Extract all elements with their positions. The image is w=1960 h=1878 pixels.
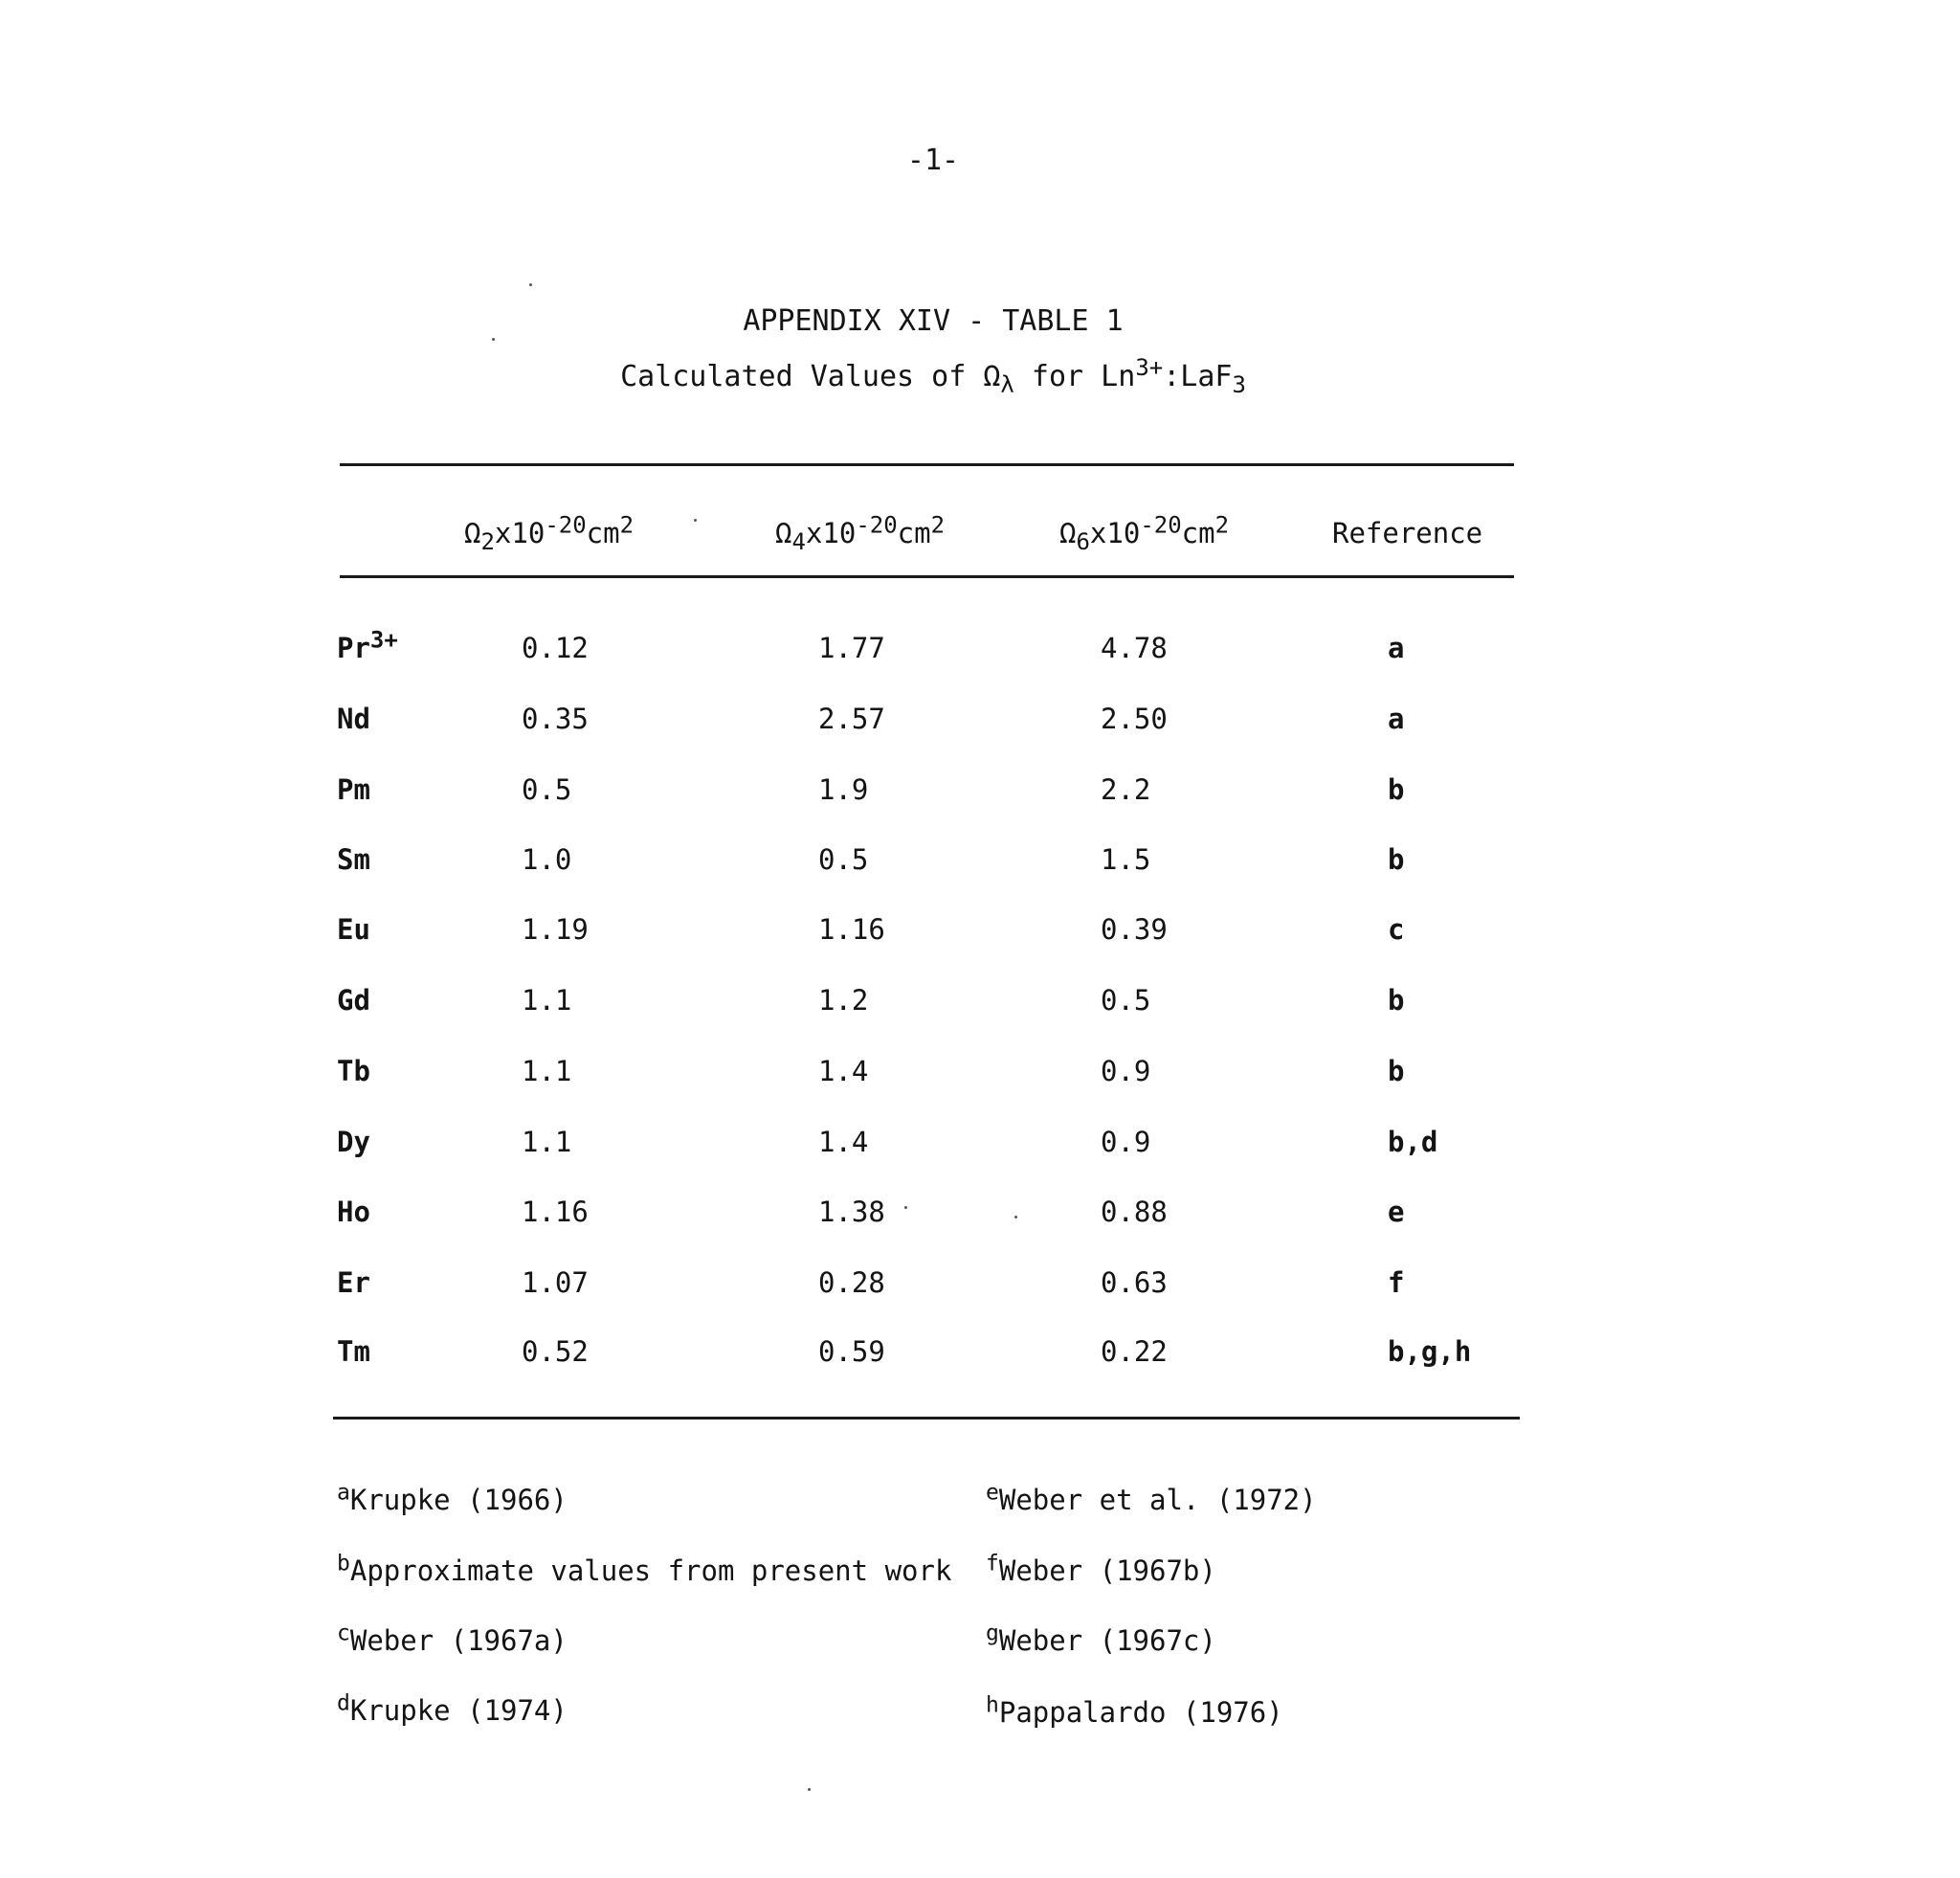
scan-speck bbox=[492, 338, 495, 341]
header-reference: Reference bbox=[1332, 517, 1483, 549]
omega2-cell: 1.1 bbox=[522, 1055, 572, 1087]
caption-prefix: Calculated Values of bbox=[620, 360, 984, 393]
table-row bbox=[0, 1055, 1960, 1093]
footnote-text: Weber (1967b) bbox=[998, 1554, 1216, 1587]
page-number: -1- bbox=[906, 144, 960, 177]
ion-cell: Tm bbox=[337, 1335, 370, 1368]
appendix-title: APPENDIX XIV - TABLE 1 bbox=[743, 304, 1124, 338]
scan-speck bbox=[694, 519, 697, 522]
footnote-item bbox=[337, 1690, 568, 1727]
omega4-cell: 1.9 bbox=[818, 773, 869, 806]
header-mid: x10 bbox=[1089, 517, 1141, 549]
ion-cell: Eu bbox=[337, 913, 370, 946]
header-exp: -20 bbox=[1140, 511, 1182, 539]
footnote-item bbox=[986, 1480, 1317, 1516]
ion-cell: Sm bbox=[337, 843, 370, 876]
header-mid: x10 bbox=[805, 517, 857, 549]
footnote-item bbox=[337, 1621, 568, 1657]
header-omega-index: 6 bbox=[1076, 527, 1090, 555]
omega2-cell: 1.1 bbox=[522, 1126, 572, 1158]
omega2-cell: 0.52 bbox=[522, 1335, 589, 1368]
ion-charge: 3+ bbox=[369, 626, 398, 654]
ion-cell: Dy bbox=[337, 1126, 370, 1158]
ion-cell: Tb bbox=[337, 1055, 370, 1087]
omega4-cell: 1.4 bbox=[818, 1055, 869, 1087]
reference-cell: b,g,h bbox=[1388, 1335, 1472, 1368]
header-unit: cm bbox=[1181, 517, 1215, 549]
header-omega-symbol: Ω bbox=[1059, 517, 1077, 549]
table-row bbox=[0, 913, 1960, 951]
omega4-cell: 1.16 bbox=[818, 913, 885, 946]
omega6-cell: 0.88 bbox=[1101, 1196, 1168, 1228]
ion-cell: Ho bbox=[337, 1196, 370, 1228]
omega6-cell: 0.5 bbox=[1101, 984, 1151, 1017]
omega2-cell: 1.19 bbox=[522, 913, 589, 946]
reference-cell: c bbox=[1388, 913, 1405, 946]
header-omega-index: 4 bbox=[791, 527, 806, 555]
omega4-cell: 1.2 bbox=[818, 984, 869, 1017]
footnote-text: Weber et al. (1972) bbox=[998, 1484, 1317, 1516]
omega2-cell: 1.07 bbox=[522, 1266, 589, 1299]
omega4-cell: 1.4 bbox=[818, 1126, 869, 1158]
table-caption bbox=[0, 354, 1866, 398]
footnote-text: Approximate values from present work bbox=[349, 1554, 952, 1587]
table-bottom-rule bbox=[333, 1417, 1520, 1420]
omega6-cell: 0.22 bbox=[1101, 1335, 1168, 1368]
table-row bbox=[0, 703, 1960, 741]
header-omega2 bbox=[464, 511, 635, 555]
table-row bbox=[0, 843, 1960, 882]
footnote-mark: g bbox=[986, 1621, 999, 1646]
footnote-text: Krupke (1966) bbox=[349, 1484, 568, 1516]
header-unit-exp: 2 bbox=[1214, 511, 1230, 539]
header-omega-symbol: Ω bbox=[775, 517, 792, 549]
caption-omega: Ω bbox=[983, 360, 1001, 393]
scan-speck bbox=[529, 283, 532, 286]
reference-cell: b,d bbox=[1388, 1126, 1438, 1158]
reference-cell: b bbox=[1388, 773, 1405, 806]
caption-charge: 3+ bbox=[1135, 354, 1164, 381]
ion-cell: Gd bbox=[337, 984, 370, 1017]
reference-cell: b bbox=[1388, 984, 1405, 1017]
omega4-cell: 0.59 bbox=[818, 1335, 885, 1368]
ion-cell: Nd bbox=[337, 703, 370, 735]
header-omega4 bbox=[775, 511, 946, 555]
reference-cell: e bbox=[1388, 1196, 1405, 1228]
header-mid: x10 bbox=[494, 517, 546, 549]
scan-speck bbox=[808, 1788, 811, 1791]
footnote-mark: c bbox=[337, 1621, 350, 1646]
ion-cell bbox=[337, 626, 398, 664]
header-unit: cm bbox=[586, 517, 620, 549]
omega4-cell: 0.5 bbox=[818, 843, 869, 876]
omega2-cell: 0.12 bbox=[522, 632, 589, 664]
omega6-cell: 2.50 bbox=[1101, 703, 1168, 735]
footnote-mark: h bbox=[986, 1692, 999, 1718]
footnote-text: Weber (1967c) bbox=[998, 1624, 1216, 1657]
table-row bbox=[0, 773, 1960, 812]
footnote-item bbox=[337, 1480, 568, 1516]
scan-speck bbox=[1014, 1216, 1017, 1218]
header-omega6 bbox=[1059, 511, 1230, 555]
footnote-mark: b bbox=[337, 1551, 350, 1576]
reference-cell: b bbox=[1388, 1055, 1405, 1087]
header-unit: cm bbox=[897, 517, 931, 549]
footnote-mark: f bbox=[986, 1551, 999, 1576]
omega4-cell: 1.77 bbox=[818, 632, 885, 664]
omega2-cell: 1.1 bbox=[522, 984, 572, 1017]
header-unit-exp: 2 bbox=[930, 511, 946, 539]
ion-cell: Er bbox=[337, 1266, 370, 1299]
table-row bbox=[0, 1196, 1960, 1234]
omega2-cell: 1.16 bbox=[522, 1196, 589, 1228]
header-omega-symbol: Ω bbox=[464, 517, 481, 549]
footnote-item bbox=[337, 1551, 952, 1587]
omega2-cell: 0.5 bbox=[522, 773, 572, 806]
header-exp: -20 bbox=[856, 511, 898, 539]
omega4-cell: 1.38 bbox=[818, 1196, 885, 1228]
ion-symbol: Pr bbox=[337, 632, 370, 664]
footnote-mark: e bbox=[986, 1480, 999, 1506]
header-omega-index: 2 bbox=[480, 527, 495, 555]
header-exp: -20 bbox=[545, 511, 587, 539]
omega2-cell: 0.35 bbox=[522, 703, 589, 735]
omega6-cell: 0.9 bbox=[1101, 1055, 1151, 1087]
omega6-cell: 0.63 bbox=[1101, 1266, 1168, 1299]
reference-cell: b bbox=[1388, 843, 1405, 876]
footnote-text: Pappalardo (1976) bbox=[998, 1696, 1283, 1729]
scan-speck bbox=[904, 1206, 907, 1209]
omega4-cell: 0.28 bbox=[818, 1266, 885, 1299]
reference-cell: a bbox=[1388, 703, 1405, 735]
omega4-cell: 2.57 bbox=[818, 703, 885, 735]
caption-host-sub: 3 bbox=[1232, 371, 1246, 398]
footnote-text: Weber (1967a) bbox=[349, 1624, 568, 1657]
table-row bbox=[0, 626, 1960, 670]
omega6-cell: 0.9 bbox=[1101, 1126, 1151, 1158]
table-top-rule bbox=[340, 463, 1514, 466]
ion-cell: Pm bbox=[337, 773, 370, 806]
omega2-cell: 1.0 bbox=[522, 843, 572, 876]
reference-cell: a bbox=[1388, 632, 1405, 664]
footnote-mark: d bbox=[337, 1690, 350, 1716]
omega6-cell: 4.78 bbox=[1101, 632, 1168, 664]
header-unit-exp: 2 bbox=[619, 511, 635, 539]
caption-middle: for Ln bbox=[1013, 360, 1136, 393]
footnote-mark: a bbox=[337, 1480, 350, 1506]
caption-lambda: λ bbox=[1000, 371, 1014, 398]
footnote-item bbox=[986, 1621, 1216, 1657]
footnote-item bbox=[986, 1692, 1283, 1729]
caption-host: :LaF bbox=[1163, 360, 1233, 393]
reference-cell: f bbox=[1388, 1266, 1405, 1299]
footnote-item bbox=[986, 1551, 1216, 1587]
table-row bbox=[0, 1126, 1960, 1164]
table-header-rule bbox=[340, 575, 1514, 578]
omega6-cell: 1.5 bbox=[1101, 843, 1151, 876]
table-row bbox=[0, 1266, 1960, 1305]
table-row bbox=[0, 1335, 1960, 1374]
table-row bbox=[0, 984, 1960, 1022]
footnote-text: Krupke (1974) bbox=[349, 1694, 568, 1727]
omega6-cell: 2.2 bbox=[1101, 773, 1151, 806]
omega6-cell: 0.39 bbox=[1101, 913, 1168, 946]
